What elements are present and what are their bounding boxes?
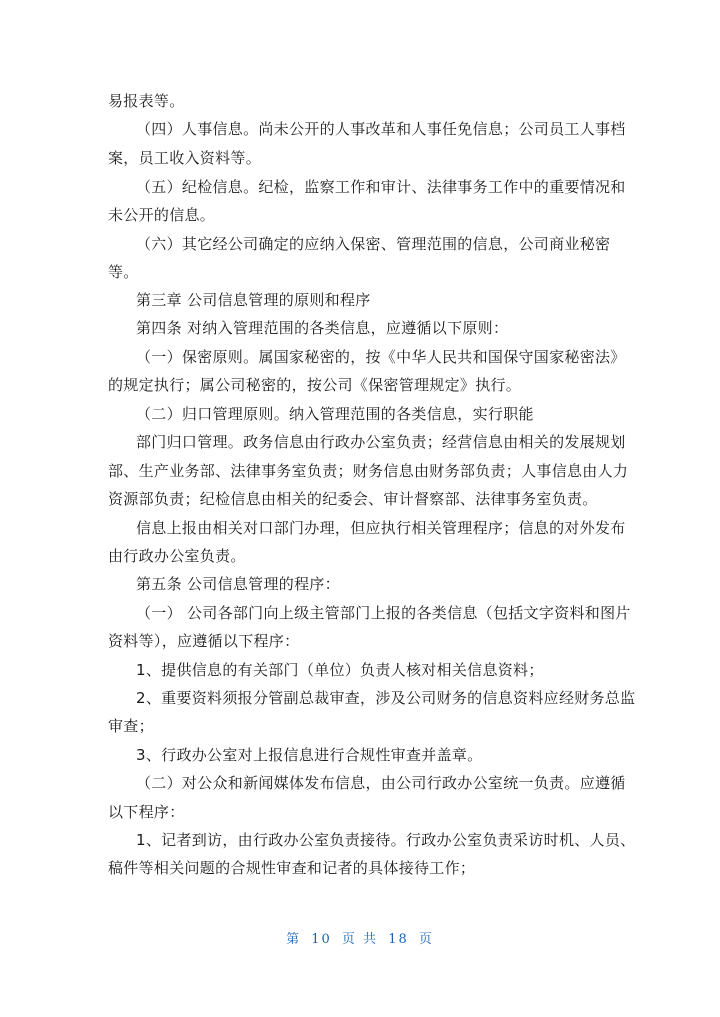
article-heading: 第五条 公司信息管理的程序：: [136, 575, 340, 593]
text-line: 2、重要资料须报分管副总裁审查，涉及公司财务的信息资料应经财务总监: [136, 689, 636, 707]
text-line: （二）对公众和新闻媒体发布信息，由公司行政办公室统一负责。应遵循: [136, 774, 626, 792]
text-line: 等。: [108, 263, 139, 281]
text-line: 由行政办公室负责。: [108, 547, 246, 565]
text-line: （一） 公司各部门向上级主管部门上报的各类信息（包括文字资料和图片: [136, 604, 631, 622]
text-line: （五）纪检信息。纪检，监察工作和审计、法律事务工作中的重要情况和: [136, 178, 626, 196]
page-footer: [0, 928, 720, 947]
text-line: 信息上报由相关对口部门办理，但应执行相关管理程序；信息的对外发布: [136, 519, 626, 537]
footer-middle: 页 共: [341, 932, 379, 947]
text-line: （二）归口管理原则。纳入管理范围的各类信息，实行职能: [136, 405, 534, 423]
text-line: 资料等），应遵循以下程序：: [108, 632, 300, 650]
text-line: 1、记者到访，由行政办公室负责接待。行政办公室负责采访时机、人员、: [136, 831, 636, 849]
text-line: 审查；: [108, 717, 154, 735]
footer-total-pages: 18: [388, 932, 409, 947]
text-line: 稿件等相关问题的合规性审查和记者的具体接待工作；: [108, 859, 476, 877]
chapter-heading: 第三章 公司信息管理的原则和程序: [136, 291, 371, 309]
text-line: 部、生产业务部、法律事务室负责；财务信息由财务部负责；人事信息由人力: [108, 462, 629, 480]
text-line: 案，员工收入资料等。: [108, 149, 262, 167]
footer-page-number: 10: [311, 932, 332, 947]
text-line: 未公开的信息。: [108, 206, 216, 224]
text-line: 资源部负责；纪检信息由相关的纪委会、审计督察部、法律事务室负责。: [108, 490, 598, 508]
text-line: 部门归口管理。政务信息由行政办公室负责；经营信息由相关的发展规划: [136, 433, 626, 451]
text-line: （一）保密原则。属国家秘密的，按《中华人民共和国保守国家秘密法》: [136, 348, 626, 366]
text-line: 易报表等。: [108, 92, 185, 110]
text-line: 的规定执行；属公司秘密的，按公司《保密管理规定》执行。: [108, 376, 522, 394]
text-line: 以下程序：: [108, 803, 185, 821]
footer-suffix: 页: [418, 932, 434, 947]
article-heading: 第四条 对纳入管理范围的各类信息，应遵循以下原则：: [136, 319, 509, 337]
text-line: 3、行政办公室对上报信息进行合规性审查并盖章。: [136, 746, 483, 764]
text-line: 1、提供信息的有关部门（单位）负责人核对相关信息资料；: [136, 661, 544, 679]
footer-prefix: 第: [286, 932, 302, 947]
text-line: （四）人事信息。尚未公开的人事改革和人事任免信息；公司员工人事档: [136, 120, 626, 138]
text-line: （六）其它经公司确定的应纳入保密、管理范围的信息，公司商业秘密: [136, 235, 611, 253]
